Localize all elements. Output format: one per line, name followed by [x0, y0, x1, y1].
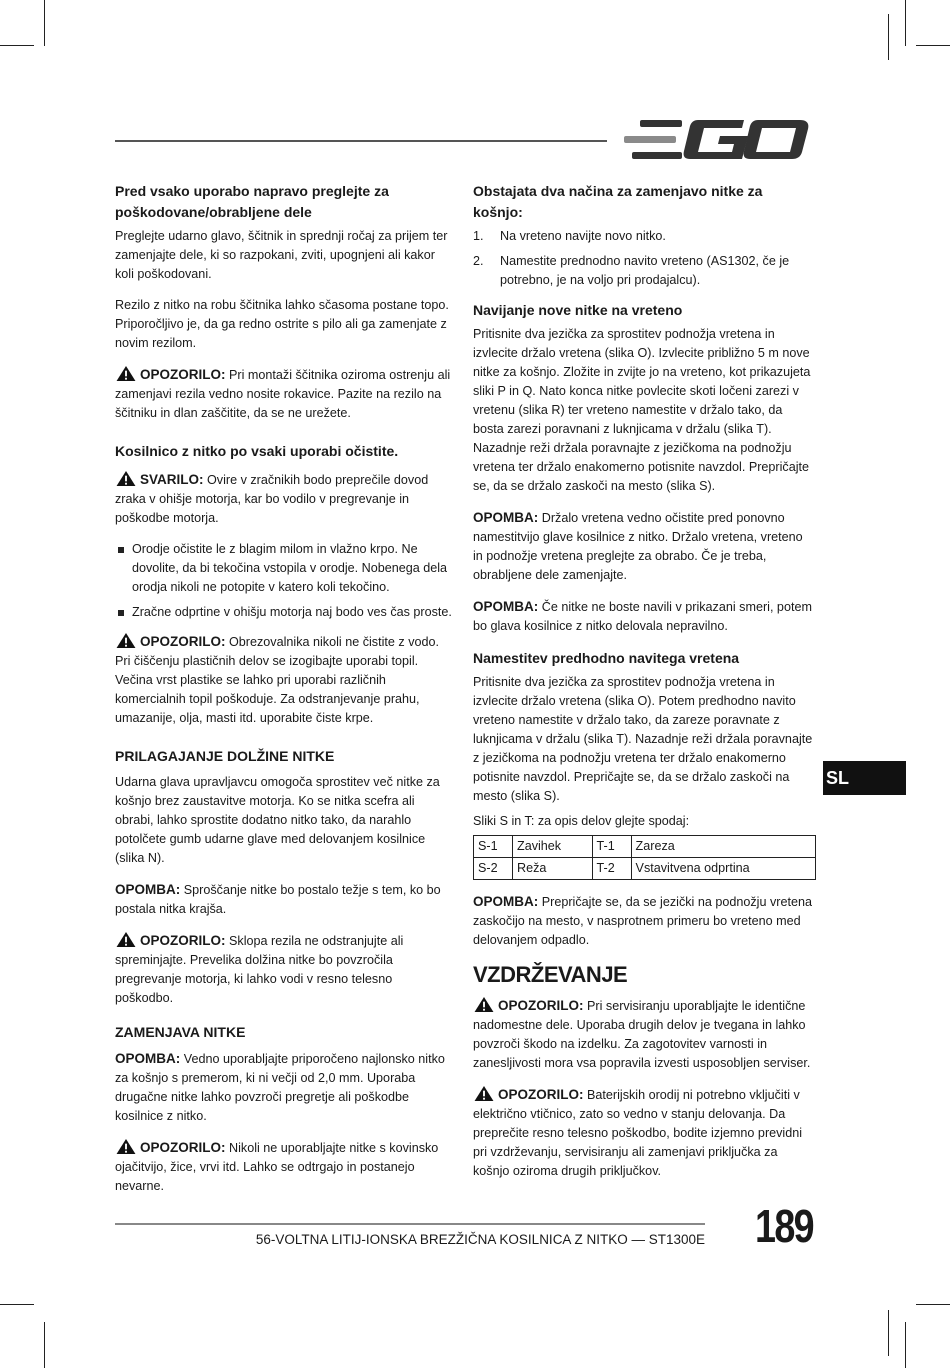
section-heading: Obstajata dva načina za zamenjavo nitke za košnjo:: [473, 183, 763, 220]
warning: [115, 365, 452, 423]
paragraph: Rezilo z nitko na robu ščitnika lahko sčasoma postane topo. Priporočljivo je, da ga redno ostrite s pilo ali ga zamenjate z novim rezilom.: [115, 298, 449, 350]
right-column: [473, 181, 813, 1193]
warning-triangle-icon: [473, 1085, 495, 1102]
paragraph: Pritisnite dva jezička za sprostitev podnožja vretena in izvlecite držalo vretena (slika O). Potem predhodno navito vreteno namestite v držalo tako, da zareze poravnate z luknjicama v držalu (slika T). Nazadnje reži držala poravnajte z jezičkoma na podnožju vretena ter držalo enakomerno potisnite navzdol. Prepričajte se, da se držalo zaskoči na mesto (slika S).: [473, 675, 813, 803]
warning-label: OPOZORILO:: [498, 998, 584, 1013]
step-text: Na vreteno navijte novo nitko.: [500, 229, 666, 243]
warning-triangle-icon: [115, 632, 137, 649]
note-label: OPOMBA:: [473, 894, 539, 909]
paragraph: Pritisnite dva jezička za sprostitev podnožja vretena in izvlecite držalo vretena (slika O). Izvlecite približno 5 m nove nitke za košnjo. Zložite in zvijte jo na vreteno, kot prikazujeta sliki P in Q. Nato konca nitke povlecite skoti ločeni zarezi v vretenu (slika R) ter vreteno namestite v držalo tako, da bosta zarezi poravnani z luknjicama v držalu (slika T). Nazadnje reži držala poravnajte z jezičkoma na podnožju vretena ter držalo enakomerno potisnite navzdol. Prepričajte se, da se držalo zaskoči na mesto (slika S).: [473, 327, 811, 493]
section-heading: Navijanje nove nitke na vreteno: [473, 302, 683, 318]
section-heading: Pred vsako uporabo napravo preglejte za poškodovane/obrabljene dele: [115, 183, 389, 220]
ego-logo: [624, 118, 810, 162]
table-cell: T-1: [592, 836, 631, 858]
note-text: Prepričajte se, da se jezički na podnožju vretena zaskočijo na mesto, v nasprotnem primeru bo vreteno med delovanjem odpadlo.: [473, 895, 812, 947]
crop-mark: [44, 1322, 45, 1368]
table-cell: Zareza: [631, 836, 815, 858]
crop-mark: [44, 0, 45, 46]
warning-text: Pri montaži ščitnika oziroma ostrenju ali zamenjavi rezila vedno nosite rokavice. Pazite na rezilo na ščitniku in dlan zaščitite, da se ne urežete.: [115, 368, 451, 420]
header-rule: [115, 140, 607, 142]
warning: [473, 1085, 813, 1181]
note: [473, 508, 813, 585]
note-label: OPOMBA:: [473, 599, 539, 614]
section-heading: PRILAGAJANJE DOLŽINE NITKE: [115, 748, 335, 764]
caution-text: Ovire v zračnikih bodo preprečile dovod zraka v ohišje motorja, kar bo vodilo v pregrevanje in poškodbe motorja.: [115, 473, 429, 525]
warning-text: Sklopa rezila ne odstranjujte ali spreminjajte. Prevelika dolžina nitke bo povzročila pregrevanje motorja, ki lahko vodi v resno telesno poškodbo.: [115, 934, 404, 1005]
warning-triangle-icon: [115, 931, 137, 948]
paragraph: Udarna glava upravljavcu omogoča sprostitev več nitke za košnjo brez zaustavitve motorja. Ko se nitka scefra ali obrabi, lahko sprostite dodatno nitko tako, da narahlo potolčete gumb udarne glave med delovanjem kosilnice (slika N).: [115, 775, 440, 865]
table-cell: Vstavitvena odprtina: [631, 858, 815, 880]
step-number: 1.: [473, 229, 484, 243]
table-cell: S-1: [474, 836, 513, 858]
warning-text: Nikoli ne uporabljajte nitke s kovinsko ojačitvijo, žice, vrvi itd. Lahko se odtrgajo in postanejo nevarne.: [115, 1141, 439, 1193]
note-text: Sproščanje nitke bo postalo težje s tem, ko bo postala nitka krajša.: [115, 883, 441, 916]
page-number: 189: [754, 1200, 813, 1252]
table-cell: T-2: [592, 858, 631, 880]
note-text: Držalo vretena vedno očistite pred ponovno namestitvijo glave kosilnice z nitko. Držalo vretena, vreteno in podnožje vretena preglejte za obrabo. Če je treba, obrabljene dele zamenjajte.: [473, 511, 803, 582]
section-heading: Namestitev predhodno navitega vretena: [473, 650, 740, 666]
section-heading: VZDRŽEVANJE: [473, 962, 628, 987]
crop-mark: [888, 14, 889, 60]
section-heading: ZAMENJAVA NITKE: [115, 1024, 246, 1040]
table-row: [474, 836, 816, 858]
table-cell: Zavihek: [513, 836, 593, 858]
note: [473, 597, 813, 636]
numbered-list: [473, 227, 813, 290]
warning-text: Pri servisiranju uporabljajte le identične nadomestne dele. Uporaba drugih delov je tvegana in lahko povzroči škodo na izdelku. Za zagotovitev varnosti in zanesljivosti mora vsa popravila izvesti usposobljen serviser.: [473, 999, 811, 1070]
language-tab: SL: [823, 761, 906, 795]
crop-mark: [905, 0, 906, 46]
caution: [115, 470, 452, 528]
bullet-list: [115, 540, 452, 622]
step-text: Namestite prednodno navito vreteno (AS1302, če je potrebno, je na voljo pri prodajalcu).: [500, 254, 790, 287]
note-text: Če nitke ne boste navili v prikazani smeri, potem bo glava kosilnice z nitko delovala nepravilno.: [473, 600, 812, 633]
note-text: Vedno uporabljajte priporočeno najlonsko nitko za košnjo s premerom, ki ni večji od 2,0 mm. Uporaba drugačne nitke lahko povzroči pregretje ali poškodbe kosilnice z nitko.: [115, 1052, 445, 1123]
paragraph: Sliki S in T: za opis delov glejte spodaj:: [473, 814, 690, 828]
warning-triangle-icon: [115, 365, 137, 382]
caution-label: SVARILO:: [140, 472, 204, 487]
warning-triangle-icon: [473, 996, 495, 1013]
list-item: Orodje očistite le z blagim milom in vlažno krpo. Ne dovolite, da bi tekočina vstopila v orodje. Nobenega dela orodja nikoli ne potopite v katero koli tekočino.: [115, 540, 452, 597]
crop-mark: [916, 1304, 950, 1305]
footer-rule: [115, 1223, 705, 1225]
warning: [115, 1138, 452, 1196]
warning-label: OPOZORILO:: [498, 1087, 584, 1102]
crop-mark: [916, 45, 950, 46]
warning-label: OPOZORILO:: [140, 634, 226, 649]
table-cell: S-2: [474, 858, 513, 880]
note-label: OPOMBA:: [115, 882, 181, 897]
parts-table: [473, 835, 816, 880]
paragraph: Preglejte udarno glavo, ščitnik in sprednji ročaj za prijem ter zamenjajte dele, ki so razpokani, zviti, upognjeni ali kakor koli poškodovani.: [115, 229, 448, 281]
note: [115, 880, 452, 919]
list-item: [473, 227, 813, 246]
table-cell: Reža: [513, 858, 593, 880]
warning: [115, 931, 452, 1008]
list-item: [473, 252, 813, 290]
left-column: [115, 181, 452, 1208]
warning: [115, 632, 452, 728]
warning-label: OPOZORILO:: [140, 367, 226, 382]
section-heading: Kosilnico z nitko po vsaki uporabi očistite.: [115, 443, 399, 459]
crop-mark: [0, 45, 34, 46]
warning: [473, 996, 813, 1073]
warning-label: OPOZORILO:: [140, 933, 226, 948]
note: [115, 1049, 452, 1126]
table-row: [474, 858, 816, 880]
warning-text: Baterijskih orodij ni potrebno vključiti v električno vtičnico, zato so vedno v stanju delovanja. Da preprečite resno telesno poškodbo, bodite izjemno previdni pri vzdrževanju, servisiranju ali zamenjavi priključka za košnjo oziroma drugih priključkov.: [473, 1088, 803, 1178]
step-number: 2.: [473, 254, 484, 268]
note-label: OPOMBA:: [115, 1051, 181, 1066]
note: [473, 892, 813, 950]
warning-triangle-icon: [115, 1138, 137, 1155]
warning-label: OPOZORILO:: [140, 1140, 226, 1155]
crop-mark: [905, 1322, 906, 1368]
crop-mark: [0, 1304, 34, 1305]
crop-mark: [888, 1310, 889, 1356]
footer-title: 56-VOLTNA LITIJ-IONSKA BREZŽIČNA KOSILNICA Z NITKO — ST1300E: [255, 1232, 705, 1247]
warning-text: Obrezovalnika nikoli ne čistite z vodo. Pri čiščenju plastičnih delov se izogibajte uporabi topil. Večina vrst plastike se lahko pri uporabi različnih komercialnih topil poškoduje. Za odstranjevanje prahu, umazanije, olja, masti itd. uporabite čiste krpe.: [115, 635, 439, 725]
list-item: Zračne odprtine v ohišju motorja naj bodo ves čas proste.: [115, 603, 452, 622]
warning-triangle-icon: [115, 470, 137, 487]
note-label: OPOMBA:: [473, 510, 539, 525]
